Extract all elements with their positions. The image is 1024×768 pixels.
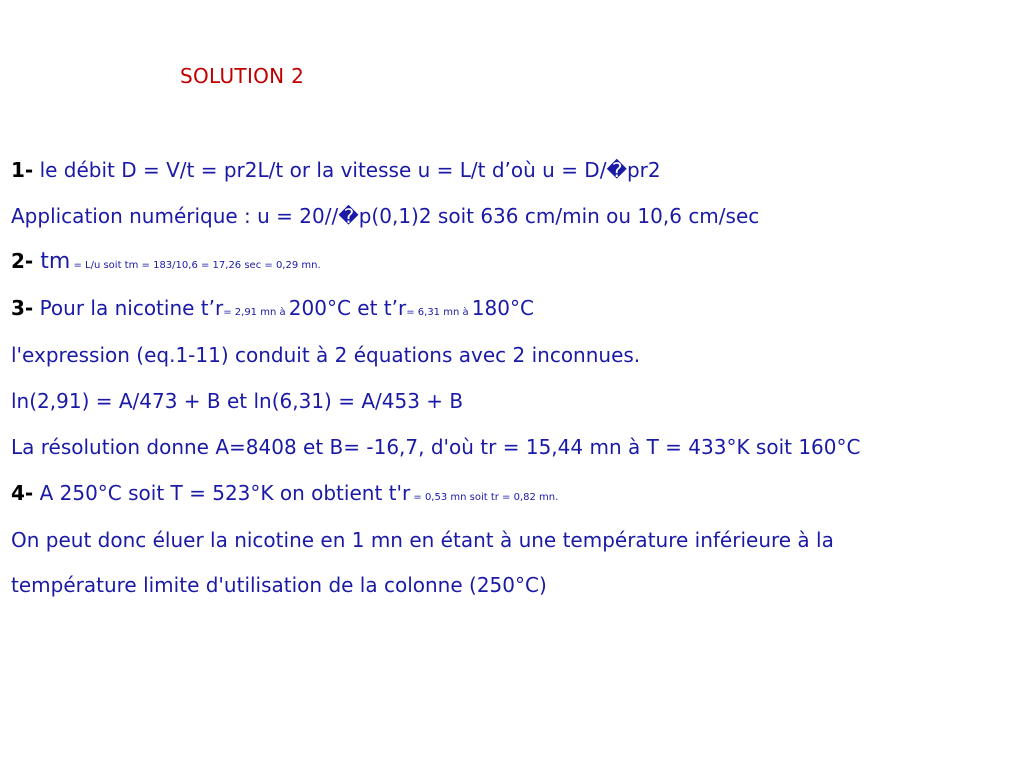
line-text: le débit D = V/t = pr2L/t or la vitesse u = L/t d’où u = D/�pr2: [33, 158, 661, 182]
line-text: 180°C: [471, 296, 534, 320]
line-subtext: = 6,31 mn à: [406, 307, 472, 318]
line-2: [11, 206, 759, 226]
step-number: 2-: [11, 249, 34, 273]
line-9: [11, 530, 834, 550]
step-number: 4-: [11, 481, 34, 505]
line-7: [11, 437, 860, 457]
slide-title: SOLUTION 2: [180, 64, 305, 88]
line-text: l'expression (eq.1-11) conduit à 2 équations avec 2 inconnues.: [11, 343, 641, 367]
line-6: [11, 391, 463, 411]
step-number: 1-: [11, 158, 34, 182]
step-number: 3-: [11, 296, 34, 320]
line-1: [11, 160, 661, 180]
line-subtext: = L/u soit tm = 183/10,6 = 17,26 sec = 0,29 mn.: [70, 260, 321, 271]
line-3: [11, 251, 321, 273]
line-text: ln(2,91) = A/473 + B et ln(6,31) = A/453 + B: [11, 389, 464, 413]
line-text: Pour la nicotine t’r: [33, 296, 224, 320]
line-text: On peut donc éluer la nicotine en 1 mn en étant à une température inférieure à la: [11, 528, 834, 552]
line-5: [11, 345, 640, 365]
line-text: La résolution donne A=8408 et B= -16,7, d'où tr = 15,44 mn à T = 433°K soit 160°C: [11, 435, 861, 459]
line-text: tm: [33, 249, 71, 274]
line-text: A 250°C soit T = 523°K on obtient t'r: [33, 481, 411, 505]
line-subtext: = 0,53 mn soit tr = 0,82 mn.: [410, 492, 559, 503]
line-subtext: = 2,91 mn à: [223, 307, 289, 318]
line-text: Application numérique : u = 20//�p(0,1)2 soit 636 cm/min ou 10,6 cm/sec: [11, 204, 760, 228]
line-8: [11, 483, 558, 503]
line-text: 200°C et t’r: [288, 296, 407, 320]
line-text: température limite d'utilisation de la colonne (250°C): [11, 573, 547, 597]
line-10: [11, 575, 547, 595]
line-4: [11, 298, 534, 318]
